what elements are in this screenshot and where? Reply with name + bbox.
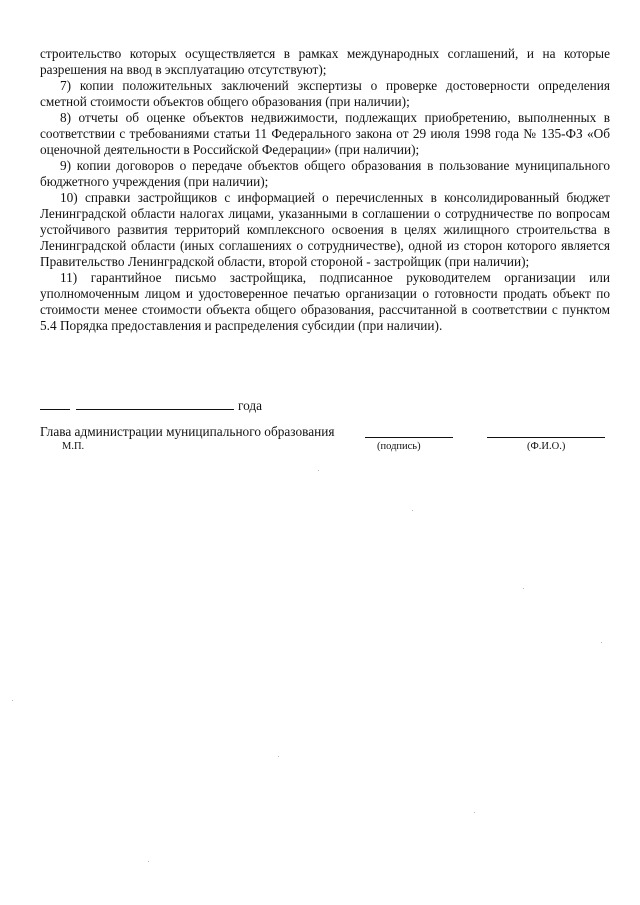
signature-caption: (подпись) (377, 441, 421, 452)
full-name-caption: (Ф.И.О.) (527, 441, 566, 452)
paragraph-item-9: 9) копии договоров о передаче объектов общего образования в пользование муниципального бюджетного учреждения (при наличии); (40, 158, 610, 189)
signature-blank-line (365, 437, 453, 438)
scan-speck (148, 861, 149, 862)
paragraph-item-11: 11) гарантийное письмо застройщика, подписанное руководителем организации или уполномоченным лицом и удостоверенное печатью организации о готовности продать объект по стоимости менее стоимости объекта общего образования, рассчитанной в соответствии с пунктом 5.4 Порядка предоставления и распределения субсидии (при наличии). (40, 270, 610, 333)
scan-speck (318, 470, 319, 471)
paragraph-item-7: 7) копии положительных заключений экспертизы о проверке достоверности определения сметной стоимости объектов общего образования (при наличии); (40, 78, 610, 109)
scan-speck (278, 756, 279, 757)
date-year-suffix: года (238, 398, 263, 413)
date-month-blank (76, 397, 234, 410)
paragraph-item-10: 10) справки застройщиков с информацией о перечисленных в консолидированный бюджет Ленинградской области налогах лицами, указанными в соглашении о сотрудничестве по вопросам устойчивого развития территорий комплексного освоения в целях жилищного строительства в Ленинградской области (иных соглашениях о сотрудничестве), одной из сторон которого является Правительство Ленинградской области, второй стороной - застройщик (при наличии); (40, 190, 610, 269)
scan-speck (412, 510, 413, 511)
stamp-label: М.П. (62, 441, 85, 452)
scan-speck (474, 812, 475, 813)
signature-block (40, 424, 610, 460)
head-of-administration-label: Глава администрации муниципального образования (40, 424, 335, 439)
full-name-blank-line (487, 437, 605, 438)
date-line (40, 397, 262, 414)
paragraph-item-6-continuation: строительство которых осуществляется в рамках международных соглашений, и на которые разрешения на ввод в эксплуатацию отсутствуют); (40, 46, 610, 77)
scan-speck (12, 700, 13, 701)
scan-speck (601, 642, 602, 643)
date-day-blank (40, 397, 70, 410)
document-body (40, 46, 610, 334)
scan-speck (523, 588, 524, 589)
paragraph-item-8: 8) отчеты об оценке объектов недвижимости, подлежащих приобретению, выполненных в соответствии с требованиями статьи 11 Федерального закона от 29 июля 1998 года № 135-ФЗ «Об оценочной деятельности в Российской Федерации» (при наличии); (40, 110, 610, 157)
